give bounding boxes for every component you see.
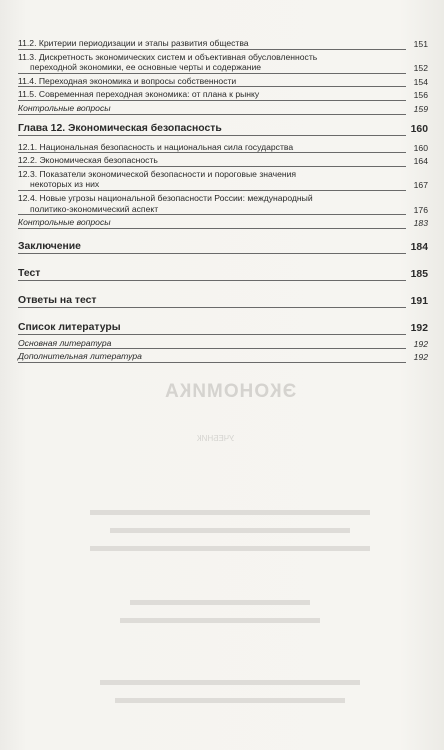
toc-entry-11-5[interactable]	[18, 89, 428, 101]
toc-entry-additional-literature[interactable]	[18, 351, 428, 363]
toc-entry-label: Контрольные вопросы	[18, 103, 406, 115]
toc-page-number: 192	[413, 338, 428, 349]
show-through-line	[100, 680, 360, 685]
toc-entry-control-questions[interactable]	[18, 217, 428, 229]
toc-section-title: Тест	[18, 268, 406, 281]
show-through-line	[90, 546, 370, 551]
toc-entry-answers[interactable]	[18, 295, 428, 308]
toc-entry-label: Основная литература	[18, 338, 406, 350]
table-of-contents	[18, 38, 428, 363]
toc-page-number: 159	[413, 103, 428, 114]
toc-page-number: 192	[413, 352, 428, 363]
toc-page-number: 164	[413, 156, 428, 167]
toc-entry-11-3[interactable]	[18, 52, 428, 74]
toc-chapter-12[interactable]	[18, 123, 428, 136]
show-through-line	[130, 600, 310, 605]
toc-page-number: 156	[413, 90, 428, 101]
toc-entry-control-questions[interactable]	[18, 103, 428, 115]
toc-page-number: 192	[410, 322, 428, 334]
show-through-text: УЧЕБНИК	[197, 434, 235, 443]
toc-page-number: 154	[413, 76, 428, 87]
toc-section-title: Заключение	[18, 241, 406, 254]
toc-section-title: Ответы на тест	[18, 295, 406, 308]
show-through-text: ЭКОНОМИКА	[164, 381, 297, 402]
toc-entry-label-continued: политико-экономический аспект	[18, 204, 406, 216]
toc-entry-label-continued: некоторых из них	[18, 179, 406, 191]
toc-page-number: 183	[413, 218, 428, 229]
toc-entry-11-2[interactable]	[18, 38, 428, 50]
show-through-line	[90, 510, 370, 515]
toc-page-number: 160	[413, 142, 428, 153]
toc-entry-label: 12.3. Показатели экономической безопасности и пороговые значения	[18, 168, 297, 179]
toc-page-number: 185	[410, 268, 428, 280]
toc-chapter-title: Глава 12. Экономическая безопасность	[18, 123, 406, 136]
toc-entry-label: 11.2. Критерии периодизации и этапы развития общества	[18, 38, 406, 50]
toc-entry-label: 12.1. Национальная безопасность и национальная сила государства	[18, 142, 406, 154]
toc-page-number: 176	[413, 204, 428, 215]
toc-entry-label: 11.5. Современная переходная экономика: от плана к рынку	[18, 89, 406, 101]
toc-entry-label: 11.4. Переходная экономика и вопросы собственности	[18, 76, 406, 88]
toc-entry-test[interactable]	[18, 268, 428, 281]
toc-entry-12-4[interactable]	[18, 193, 428, 215]
toc-page-number: 167	[413, 180, 428, 191]
toc-entry-label: Контрольные вопросы	[18, 217, 406, 229]
show-through-line	[115, 698, 345, 703]
toc-entry-main-literature[interactable]	[18, 338, 428, 350]
toc-page-number: 160	[410, 123, 428, 135]
toc-entry-11-4[interactable]	[18, 76, 428, 88]
toc-page-number: 191	[410, 295, 428, 307]
toc-entry-label-continued: переходной экономики, ее основные черты и содержание	[18, 62, 406, 74]
show-through-line	[120, 618, 320, 623]
toc-entry-label: 11.3. Дискретность экономических систем и объективная обусловленность	[18, 51, 318, 62]
toc-entry-conclusion[interactable]	[18, 241, 428, 254]
toc-entry-label: 12.2. Экономическая безопасность	[18, 155, 406, 167]
show-through-line	[110, 528, 350, 533]
toc-entry-12-2[interactable]	[18, 155, 428, 167]
toc-page-number: 152	[413, 63, 428, 74]
toc-page-number: 184	[410, 241, 428, 253]
toc-entry-literature[interactable]	[18, 322, 428, 335]
toc-entry-12-1[interactable]	[18, 142, 428, 154]
toc-entry-label: 12.4. Новые угрозы национальной безопасности России: международный	[18, 192, 313, 203]
toc-section-title: Список литературы	[18, 322, 406, 335]
toc-entry-12-3[interactable]	[18, 169, 428, 191]
toc-page-number: 151	[413, 39, 428, 49]
toc-entry-label: Дополнительная литература	[18, 351, 406, 363]
